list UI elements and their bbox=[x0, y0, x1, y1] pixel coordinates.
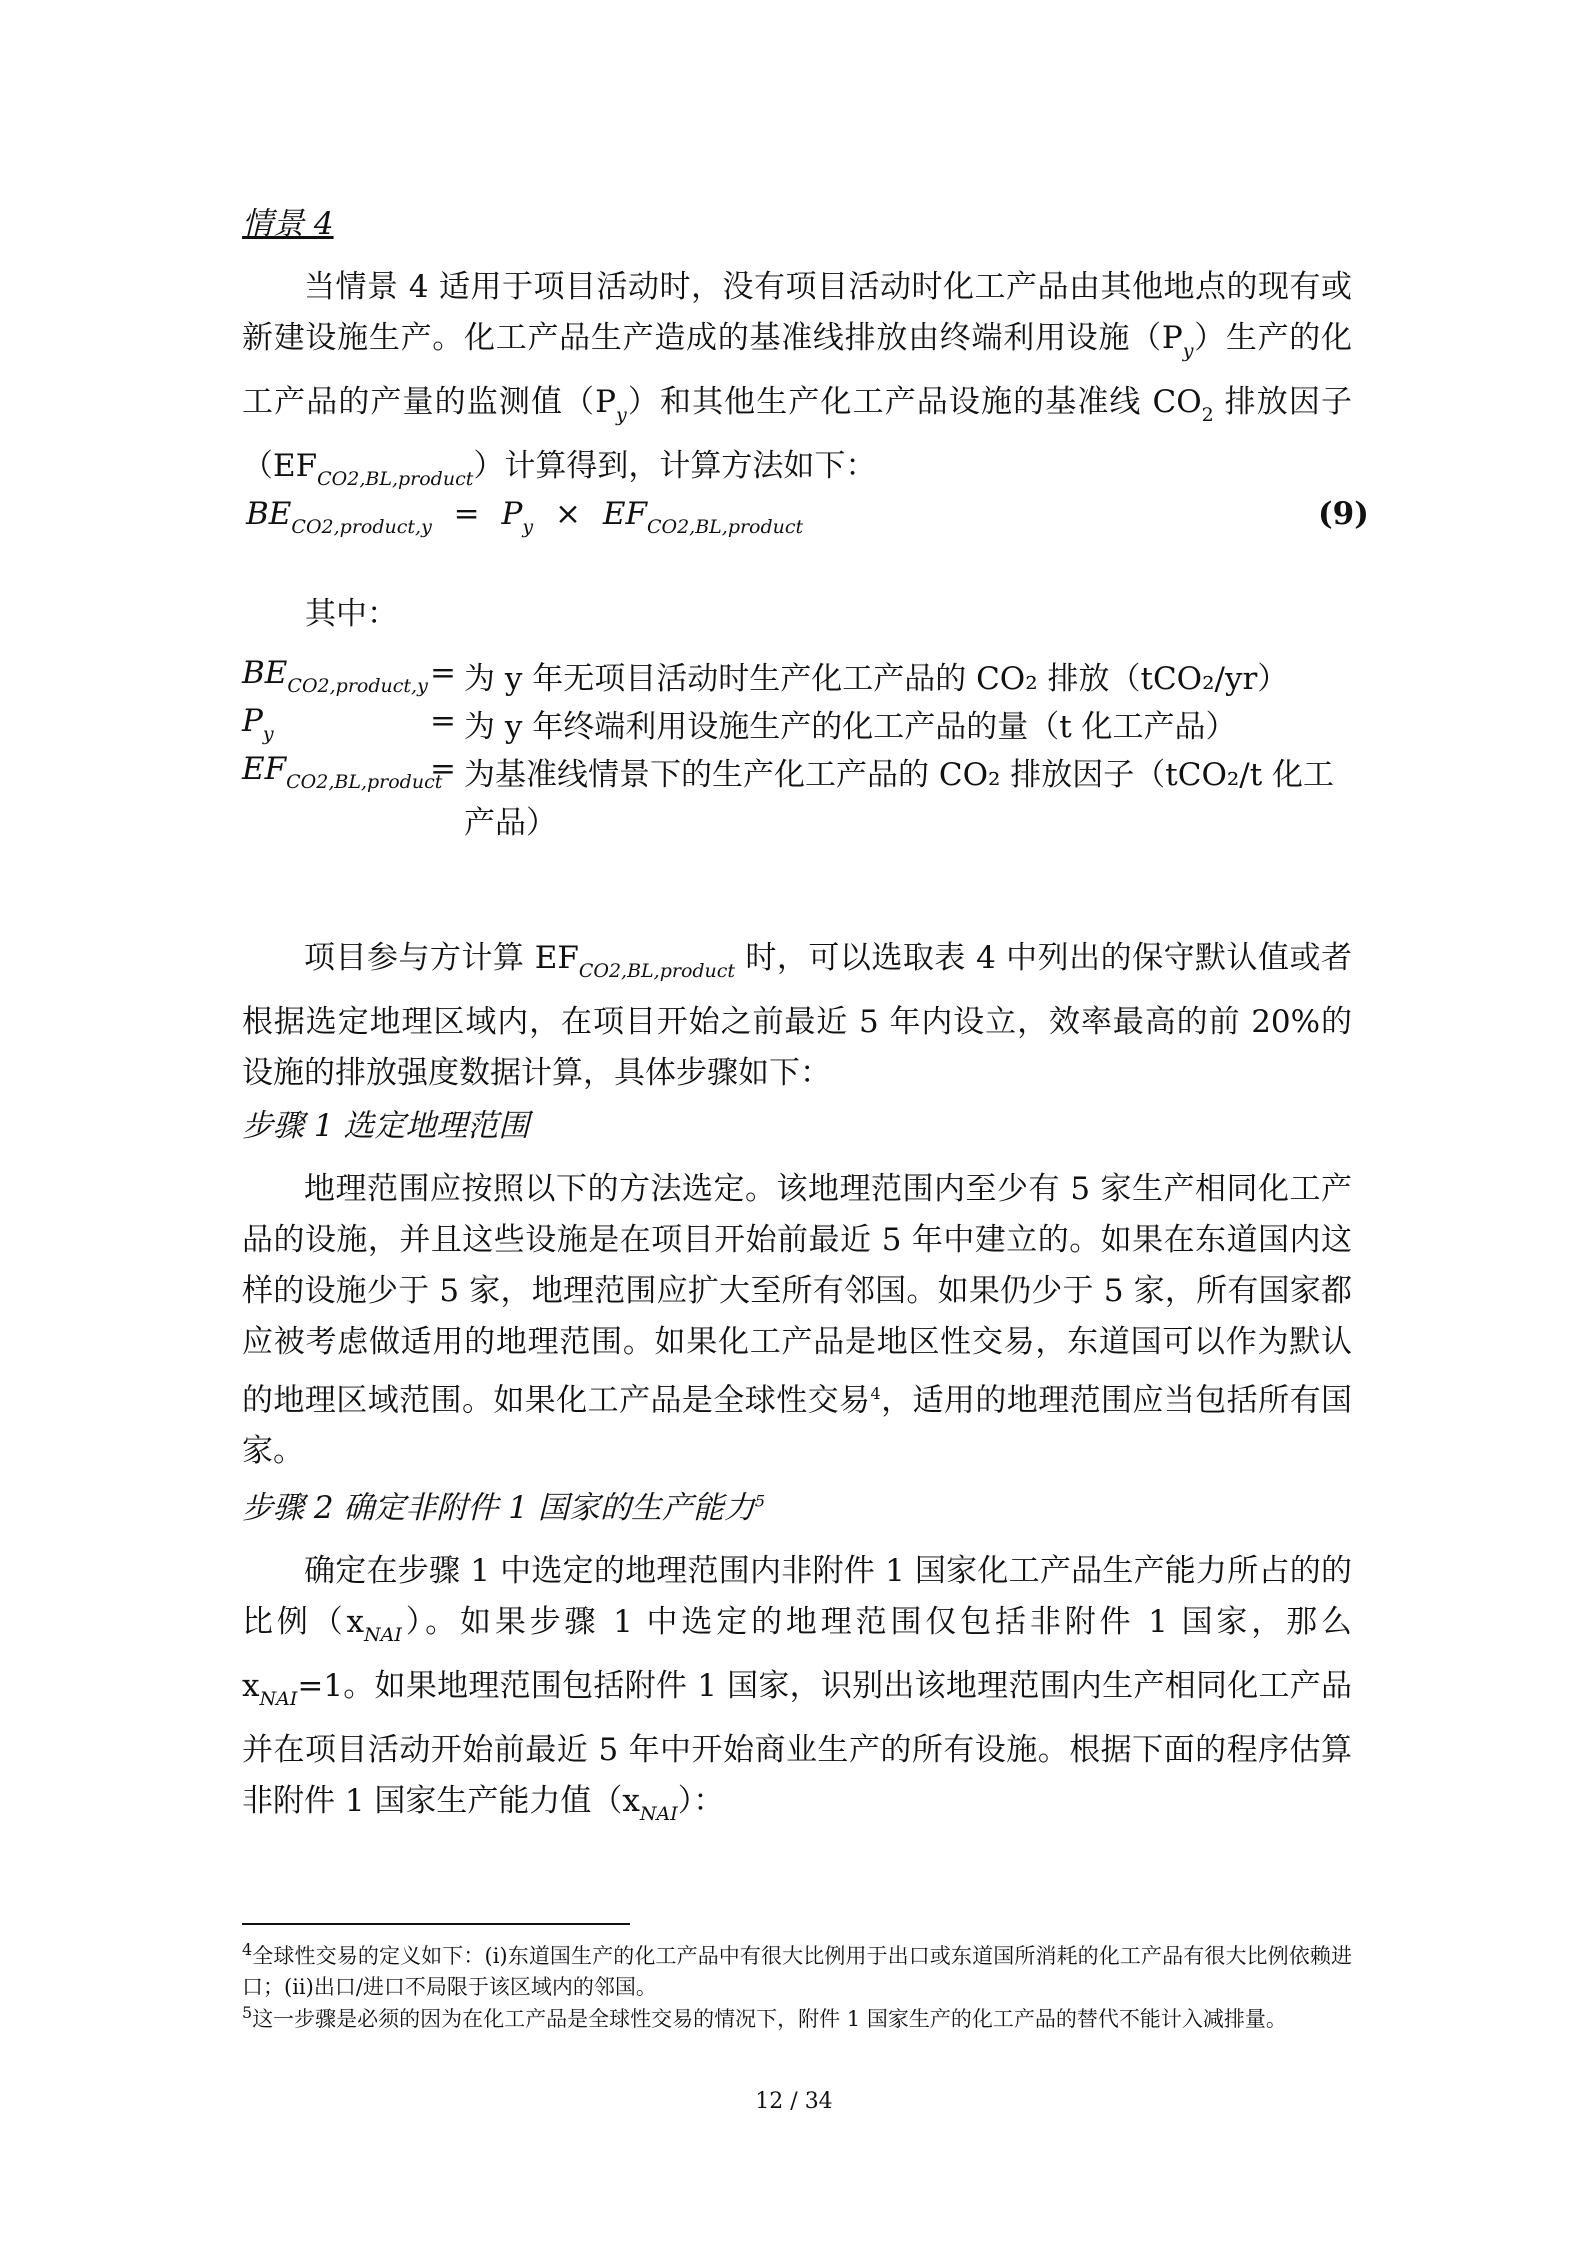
footnote-5: $^5$这一步骤是必须的因为在化工产品是全球性交易的情况下，附件 1 国家生产的化工产品的替代不能计入减排量。 bbox=[242, 2003, 1287, 2031]
definition-row: $BE_{CO2,product,y}$ = 为 y 年无项目活动时生产化工产品的 CO₂ 排放（tCO₂/yr） bbox=[242, 655, 1289, 697]
equation-9: $BE_{CO2,product,y} = P_y \times EF_{CO2,BL,product}$ bbox=[246, 496, 804, 538]
footnote-separator bbox=[242, 1923, 630, 1925]
where-label: 其中： bbox=[305, 596, 398, 632]
calculation-paragraph: 项目参与方计算 $EF_{CO2,BL,product}$ 时，可以选取表 4 中列出的保守默认值或者根据选定地理区域内，在项目开始之前最近 5 年内设立，效率最高的前 20%的设施的排放强度数据计算，具体步骤如下： bbox=[242, 940, 1352, 1091]
step2-paragraph: 确定在步骤 1 中选定的地理范围内非附件 1 国家化工产品生产能力所占的的比例$(x_{NAI})$。如果步骤 1 中选定的地理范围仅包括非附件 1 国家，那么 $x_{NAI}=1$。如果地理范围包括附件 1 国家，识别出该地理范围内生产相同化工产品并在项目活动开始前最近 5 年中开始商业生产的所有设施。根据下面的程序估算非附件 1 国家生产能力值$(x_{NAI})$： bbox=[242, 1553, 1352, 1825]
section-heading: 情景 4 bbox=[242, 206, 334, 242]
definitions-list bbox=[242, 655, 1362, 851]
definition-row: $EF_{CO2,BL,product}$ = 为基准线情景下的生产化工产品的 CO₂ 排放因子（tCO₂/t 化工产品） bbox=[242, 751, 1335, 841]
definition-row: $P_y$ = 为 y 年终端利用设施生产的化工产品的量（t 化工产品） bbox=[242, 703, 1237, 745]
intro-paragraph: 当情景 4 适用于项目活动时，没有项目活动时化工产品由其他地点的现有或新建设施生产。化工产品生产造成的基准线排放由终端利用设施$(P_y)$生产的化工产品的产量的监测值$(P_y)$和其他生产化工产品设施的基准线 $CO_2$ 排放因子$(EF_{CO2,BL,product})$计算得到，计算方法如下： bbox=[242, 269, 1353, 490]
equation-number: (9) bbox=[1318, 496, 1369, 532]
step2-heading: 步骤 2 确定非附件 1 国家的生产能力$^5$ bbox=[242, 1490, 766, 1526]
step1-paragraph: 地理范围应按照以下的方法选定。该地理范围内至少有 5 家生产相同化工产品的设施，并且这些设施是在项目开始前最近 5 年中建立的。如果在东道国内这样的设施少于 5 家，地理范围应扩大至所有邻国。如果仍少于 5 家，所有国家都应被考虑做适用的地理范围。如果化工产品是地区性交易，东道国可以作为默认的地理区域范围。如果化工产品是全球性交易$^4$，适用的地理范围应当包括所有国家。 bbox=[242, 1171, 1353, 1470]
step1-heading: 步骤 1 选定地理范围 bbox=[242, 1108, 530, 1144]
page-number: 12 / 34 bbox=[755, 2089, 833, 2114]
footnote-4: $^4$全球性交易的定义如下：(i)东道国生产的化工产品中有很大比例用于出口或东道国所消耗的化工产品有很大比例依赖进口；(ii)出口/进口不局限于该区域内的邻国。 bbox=[242, 1940, 1352, 1999]
